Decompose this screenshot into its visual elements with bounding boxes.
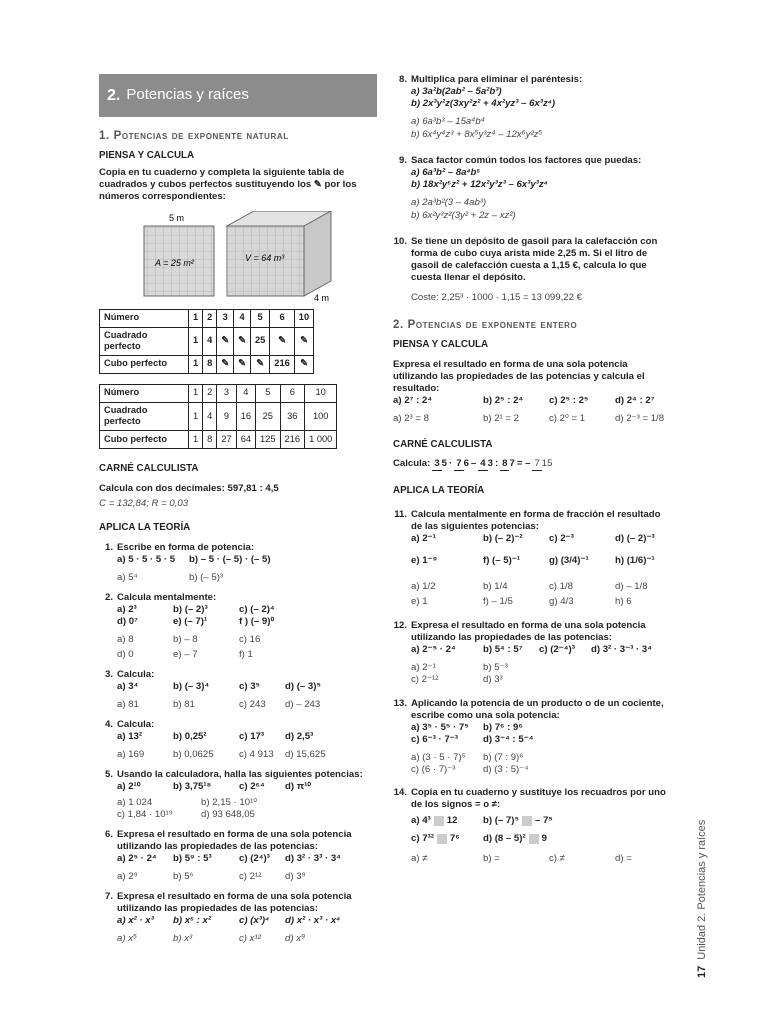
fraction-denominator: 6 <box>463 457 469 469</box>
fraction-numerator: 7 <box>534 457 540 469</box>
answer-item: b) 81 <box>173 699 195 711</box>
question-11 <box>393 509 671 608</box>
question-number: 8. <box>398 74 407 85</box>
answer-item: e) 1 <box>411 595 428 607</box>
table-cell: Número <box>100 309 189 327</box>
exercise-item: b) 2⁵ : 2⁴ <box>483 395 524 407</box>
answer-item: b) 6x²y³z²(3y² + 2z – xz²) <box>411 209 516 221</box>
table-row <box>100 355 314 373</box>
question-14 <box>393 787 671 865</box>
answer-item: c) ≠ <box>549 853 565 865</box>
table-cell: 16 <box>236 402 255 430</box>
question-text: Multiplica para eliminar el paréntesis: <box>411 74 583 85</box>
exercise-item: b) (– 7)⁵ <box>483 815 519 827</box>
table-cell: 1 <box>189 431 203 449</box>
intro-text-2: Expresa el resultado en forma de una sola potencia utilizando las propiedades de las potencias y calcula el resultado: <box>393 359 645 395</box>
edge-label: 4 m <box>314 292 330 303</box>
table-cell: 6 <box>280 384 305 402</box>
question-text: Calcula: <box>117 669 155 681</box>
exercise-item: h) (1/6)⁻¹ <box>615 554 655 566</box>
exercise-item: d) 3⁻⁴ : 5⁻⁴ <box>483 733 534 745</box>
exercise-item: a) 3a²b(2ab² – 5a²b³) <box>411 85 502 97</box>
table-solution <box>99 384 337 449</box>
answer-item: g) 4/3 <box>549 595 574 607</box>
table-cell: 25 <box>256 402 281 430</box>
fraction <box>432 458 447 471</box>
answer-item: b) (7 : 9)⁶ <box>483 751 524 763</box>
square-cube-figure <box>99 211 377 303</box>
exercise-item: a) 2⁵ · 2⁴ <box>117 853 157 865</box>
carne-fraction-expression <box>393 458 671 471</box>
question-text: Expresa el resultado en forma de una sola potencia utilizando las propiedades de las potencias: <box>117 829 352 853</box>
answer-item: d) – 243 <box>285 699 321 711</box>
exercise-item: a) 13² <box>117 731 143 743</box>
exercise-item: b) x⁵ : x² <box>173 915 212 927</box>
exercise-item: c) (2⁴)³ <box>239 853 270 865</box>
question-number: 5. <box>104 769 113 781</box>
question-text: Calcula: <box>117 719 155 731</box>
exercise-item: b) 5⁹ : 5³ <box>173 853 212 865</box>
pencil-icon: ✎ <box>294 327 313 355</box>
table-cell: 2 <box>203 384 217 402</box>
exercise-item: a) 3⁵ · 5⁵ · 7⁵ <box>411 721 469 733</box>
right-column <box>393 74 671 865</box>
answer-item: b) (– 5)³ <box>189 572 224 584</box>
table-cell: 125 <box>256 431 281 449</box>
table-cell: 216 <box>280 431 305 449</box>
question-9 <box>393 155 671 222</box>
fraction <box>478 458 493 471</box>
exercise-item: c) (x³)⁴ <box>239 915 270 927</box>
carne-heading: CARNÉ CALCULISTA <box>99 463 199 474</box>
question-number: 12. <box>393 619 407 631</box>
exercise-item: – 7⁵ <box>534 815 553 827</box>
table-cell: 3 <box>217 309 234 327</box>
operator: : <box>494 458 499 470</box>
table-cell: 36 <box>280 402 305 430</box>
question-text: Calcula mentalmente en forma de fracción el resultado de las siguientes potencias: <box>411 508 661 532</box>
exercise-item: a) 6a³b² – 8a⁴b⁵ <box>411 166 481 178</box>
section-heading-1: 1. Potencias de exponente natural <box>99 130 289 142</box>
answer-item: d) 2⁻³ = 1/8 <box>615 413 665 425</box>
table-cell: 1 000 <box>305 431 337 449</box>
unit-title: Unidad 2. Potencias y raíces <box>696 819 708 960</box>
answer-item: c) x¹² <box>239 933 261 945</box>
answer-item: b) – 8 <box>173 634 198 646</box>
answer-item: d) 93 648,05 <box>201 809 255 821</box>
question-2 <box>99 592 377 661</box>
answer-item: d) 0 <box>117 649 134 661</box>
exercise-item: 12 <box>446 815 458 827</box>
question-text: Aplicando la potencia de un producto o de un cociente, escribe como una sola potencia: <box>411 697 664 721</box>
answer-item: b) 5⁶ <box>173 871 194 883</box>
pencil-icon: ✎ <box>234 327 251 355</box>
table-cell: 2 <box>203 309 217 327</box>
answer-item: a) 8 <box>117 634 134 646</box>
table-cell: 8 <box>203 355 217 373</box>
fraction-denominator: 7 <box>509 457 515 469</box>
pencil-icon: ✎ <box>250 355 269 373</box>
question-text: Se tiene un depósito de gasoil para la calefacción con forma de cubo cuya arista mide 2,25 m. Si el litro de gasoil de calefacción cuesta a 1,15 €, calcula lo que cuesta llenar el depósito. <box>411 235 658 283</box>
exercise-item: d) 3² · 3⁻³ · 3⁴ <box>591 643 652 655</box>
answer-item: a) 2⁹ <box>117 871 138 883</box>
pencil-icon: ✎ <box>234 355 251 373</box>
exercise-item: c) 7³² <box>411 833 434 845</box>
answer-item: d) 15,625 <box>285 749 326 761</box>
exercise-item: b) 2x³y²z(3xy²z² + 4x²yz³ – 6x³z⁴) <box>411 97 556 109</box>
operator: = – <box>516 458 531 470</box>
answer-item: b) = <box>483 853 500 865</box>
chapter-title: Potencias y raíces <box>126 86 249 104</box>
exercise-item: a) 4³ <box>411 815 431 827</box>
carne-heading-2: CARNÉ CALCULISTA <box>393 439 493 451</box>
answer-item: b) 5⁻³ <box>483 661 508 673</box>
answer-item: c) 2¹² <box>239 871 262 883</box>
question-text: Calcula mentalmente: <box>117 592 217 604</box>
table-cell: Cubo perfecto <box>100 355 189 373</box>
answer-item: e) – 7 <box>173 649 198 661</box>
exercise-item: d) (– 2)⁻³ <box>615 532 655 544</box>
aplica-heading: APLICA LA TEORÍA <box>99 522 191 534</box>
answer-item: b) x³ <box>173 933 193 945</box>
answer-item: a) 2a³b²(3 – 4ab³) <box>411 196 487 208</box>
answer-box <box>529 834 539 844</box>
answer-item: c) 1/8 <box>549 580 573 592</box>
table-cell: 9 <box>217 402 236 430</box>
exercise-item: c) (2⁻⁴)³ <box>539 643 575 655</box>
exercise-item: f ) (– 9)⁰ <box>239 616 275 628</box>
exercise-item: b) 7⁶ : 9⁶ <box>483 721 523 733</box>
intro-text: Copia en tu cuaderno y completa la siguiente tabla de cuadrados y cubos perfectos sustituyendo los ✎ por los números correspondientes: <box>99 166 357 202</box>
table-cell: 100 <box>305 402 337 430</box>
table-cell: 25 <box>250 327 269 355</box>
pencil-icon: ✎ <box>217 355 234 373</box>
question-number: 6. <box>104 829 113 841</box>
answer-item: a) 169 <box>117 749 145 761</box>
exercise-item: d) (– 3)⁵ <box>285 681 321 693</box>
exercise-item: c) 2⁶⁴ <box>239 781 265 793</box>
exercise-item: c) 6⁻³ · 7⁻³ <box>411 733 458 745</box>
exercise-item: d) 0⁷ <box>117 616 139 628</box>
table-cell: 1 <box>189 384 203 402</box>
page-footer-side <box>696 820 710 978</box>
question-7 <box>99 891 377 945</box>
operator: – <box>470 458 477 470</box>
table-cell: 4 <box>203 402 217 430</box>
table-cell: 4 <box>203 327 217 355</box>
side-label: 5 m <box>169 212 185 223</box>
table-cell: 5 <box>250 309 269 327</box>
table-cell: 4 <box>236 384 255 402</box>
table-cell: Cuadrado perfecto <box>100 327 189 355</box>
question-12 <box>393 620 671 686</box>
exercise-item: c) (– 2)⁴ <box>239 604 275 616</box>
table-cell: 10 <box>305 384 337 402</box>
fraction-denominator: 5 <box>441 457 448 469</box>
fraction <box>500 458 515 471</box>
answer-item: a) 1/2 <box>411 580 436 592</box>
exercise-item: a) x² · x³ <box>117 915 154 927</box>
pencil-icon: ✎ <box>294 355 313 373</box>
exercise-item: a) 2⁻⁵ · 2⁴ <box>411 643 456 655</box>
question-text: Usando la calculadora, halla las siguientes potencias: <box>117 769 363 781</box>
fraction-answer <box>532 458 552 471</box>
chapter-number: 2. <box>107 86 121 104</box>
table-cell: 4 <box>234 309 251 327</box>
exercise-item: 7⁶ <box>449 833 460 845</box>
fraction-numerator: 8 <box>502 457 508 469</box>
answer-item: Coste: 2,25³ · 1000 · 1,15 = 13 099,22 € <box>411 291 582 303</box>
answer-item: a) 6a³b³ – 15a⁴b⁴ <box>411 115 485 127</box>
question-5 <box>99 769 377 821</box>
answer-item: b) 1/4 <box>483 580 508 592</box>
answer-item: h) 6 <box>615 595 632 607</box>
table-cell: 8 <box>203 431 217 449</box>
exercise-item: a) 2⁷ : 2⁴ <box>393 395 433 407</box>
answer-item: a) 2⁻¹ <box>411 661 436 673</box>
aplica-heading-2: APLICA LA TEORÍA <box>393 484 485 496</box>
question-number: 10. <box>393 235 407 247</box>
exercise-item: g) (3/4)⁻¹ <box>549 554 589 566</box>
exercise-item: e) (– 7)¹ <box>173 616 208 628</box>
answer-box <box>434 816 444 826</box>
fraction <box>454 458 469 471</box>
table-cell: 1 <box>189 355 203 373</box>
exercise-item: b) – 5 · (– 5) · (– 5) <box>189 554 271 566</box>
exercise-item: f) (– 5)⁻¹ <box>483 554 521 566</box>
exercise-item: c) 2⁻³ <box>549 532 574 544</box>
exercise-item: b) (– 2)⁻² <box>483 532 523 544</box>
table-row <box>100 431 337 449</box>
area-label: A = 25 m² <box>155 257 194 268</box>
exercise-item: a) 2⁻¹ <box>411 532 436 544</box>
answer-item: a) (3 · 5 · 7)⁵ <box>411 751 466 763</box>
exercise-item: d) x² · x³ · x⁴ <box>285 915 341 927</box>
answer-item: d) – 1/8 <box>615 580 648 592</box>
question-text: Saca factor común todos los factores que puedas: <box>411 154 642 166</box>
exercise-item: b) 3,75¹⁸ <box>173 781 212 793</box>
table-cell: Cuadrado perfecto <box>100 402 189 430</box>
answer-box <box>522 816 532 826</box>
question-number: 14. <box>393 787 407 799</box>
exercise-item: a) 2¹⁰ <box>117 781 141 793</box>
fraction-numerator: 7 <box>456 457 462 469</box>
answer-item: a) x⁵ <box>117 933 138 945</box>
answer-item: b) 2¹ = 2 <box>483 413 519 425</box>
answer-item: d) = <box>615 853 632 865</box>
answer-item: d) x⁹ <box>285 933 306 945</box>
table-cell: 27 <box>217 431 236 449</box>
answer-item: c) 4 913 <box>239 749 274 761</box>
question-number: 7. <box>104 891 113 903</box>
question-text: Expresa el resultado en forma de una sola potencia utilizando las propiedades de las potencias: <box>411 619 646 643</box>
answer-item: a) 1 024 <box>117 797 153 809</box>
carne-label: Calcula: <box>393 458 431 470</box>
answer-item: a) 2³ = 8 <box>393 413 429 425</box>
pencil-icon: ✎ <box>270 327 295 355</box>
carne-exercise: Calcula con dos decimales: 597,81 : 4,5 <box>99 483 279 495</box>
left-column <box>99 74 377 945</box>
volume-label: V = 64 m³ <box>245 252 285 263</box>
exercise-item: b) 18x²y⁵z² + 12x²y³z³ – 6x³y³z⁴ <box>411 178 548 190</box>
answer-box <box>437 834 447 844</box>
answer-item: f) – 1/5 <box>483 595 513 607</box>
table-cell: Número <box>100 384 189 402</box>
question-text: Copia en tu cuaderno y sustituye los recuadros por uno de los signos = o ≠: <box>411 787 666 811</box>
question-number: 9. <box>398 154 407 166</box>
answer-item: b) 2,15 · 10¹⁰ <box>201 797 258 809</box>
exercise-item: d) π¹⁰ <box>285 781 312 793</box>
exercise-item: a) 5 · 5 · 5 · 5 <box>117 554 176 566</box>
question-8 <box>393 74 671 141</box>
answer-item: c) 2⁰ = 1 <box>549 413 586 425</box>
question-4 <box>99 719 377 761</box>
answer-item: c) 243 <box>239 699 266 711</box>
question-number: 1. <box>104 542 113 554</box>
exercise-item: 9 <box>541 833 547 845</box>
question-number: 11. <box>394 508 407 520</box>
question-3 <box>99 669 377 711</box>
piensa-heading-2: PIENSA Y CALCULA <box>393 339 489 351</box>
exercise-item: d) 2,5³ <box>285 731 314 743</box>
question-13 <box>393 698 671 776</box>
exercise-item: c) 2⁵ : 2⁵ <box>549 395 589 407</box>
exercise-item: c) 3⁵ <box>239 681 261 693</box>
answer-item: d) (3 : 5)⁻⁴ <box>483 763 529 775</box>
table-cell: 10 <box>294 309 313 327</box>
table-cell: 6 <box>270 309 295 327</box>
answer-item: a) 5⁴ <box>117 572 138 584</box>
exercise-item: b) (– 2)³ <box>173 604 208 616</box>
question-number: 3. <box>104 669 113 681</box>
table-cell: Cubo perfecto <box>100 431 189 449</box>
question-text: Escribe en forma de potencia: <box>117 542 255 554</box>
table-row <box>100 384 337 402</box>
table-to-complete <box>99 309 314 374</box>
question-10 <box>393 236 671 304</box>
question-number: 13. <box>393 697 407 709</box>
exercise-item: e) 1⁻⁹ <box>411 554 438 566</box>
answer-item: b) 0,0625 <box>173 749 214 761</box>
pencil-icon: ✎ <box>217 327 234 355</box>
question-number: 4. <box>104 719 113 731</box>
exercise-item: d) 2⁴ : 2⁷ <box>615 395 655 407</box>
answer-item: d) 3³ <box>483 673 503 685</box>
table-cell: 64 <box>236 431 255 449</box>
answer-item: a) 81 <box>117 699 139 711</box>
exercise-item: b) 0,25² <box>173 731 207 743</box>
answer-item: c) 16 <box>239 634 261 646</box>
exercise-item: a) 2³ <box>117 604 137 616</box>
table-cell: 1 <box>189 402 203 430</box>
table-cell: 1 <box>189 327 203 355</box>
answer-item: c) (6 · 7)⁻³ <box>411 763 456 775</box>
answer-item: b) 6x⁴y⁴z³ + 8x⁵y³z⁴ – 12x⁶y²z⁵ <box>411 128 543 140</box>
fraction-numerator: 4 <box>480 457 486 469</box>
chapter-banner <box>99 74 377 117</box>
fraction-numerator: 3 <box>434 457 440 469</box>
answer-item: c) 2⁻¹² <box>411 673 439 685</box>
operator: · <box>449 458 453 470</box>
table-cell: 3 <box>217 384 236 402</box>
question-6 <box>99 829 377 883</box>
figure-svg <box>99 211 377 303</box>
question-1 <box>99 542 377 584</box>
page-number: 17 <box>696 965 708 978</box>
question-text: Expresa el resultado en forma de una sola potencia utilizando las propiedades de las potencias: <box>117 891 352 915</box>
table-cell: 5 <box>256 384 281 402</box>
answer-item: a) ≠ <box>411 853 428 865</box>
answer-item: d) 3⁹ <box>285 871 306 883</box>
fraction-denominator: 15 <box>541 457 553 469</box>
question-number: 2. <box>104 592 113 604</box>
exercise-item: b) (– 3)⁴ <box>173 681 210 693</box>
table-cell: 216 <box>270 355 295 373</box>
exercise-item: d) (8 – 5)² <box>483 833 526 845</box>
answer-item: f) 1 <box>239 649 253 661</box>
piensa-heading: PIENSA Y CALCULA <box>99 150 195 162</box>
exercise-item: d) 3² · 3³ · 3⁴ <box>285 853 341 865</box>
answer-item: c) 1,84 · 10¹⁹ <box>117 809 173 821</box>
section-heading-2: 2. Potencias de exponente entero <box>393 318 578 331</box>
table-cell: 1 <box>189 309 203 327</box>
exercise-item: a) 3⁴ <box>117 681 139 693</box>
carne-answer: C = 132,84; R = 0,03 <box>99 498 189 510</box>
exercise-item: c) 17³ <box>239 731 265 743</box>
table-row <box>100 402 337 430</box>
exercise-item: b) 5⁴ : 5⁷ <box>483 643 523 655</box>
table-row <box>100 309 314 327</box>
fraction-denominator: 3 <box>487 457 493 469</box>
table-row <box>100 327 314 355</box>
